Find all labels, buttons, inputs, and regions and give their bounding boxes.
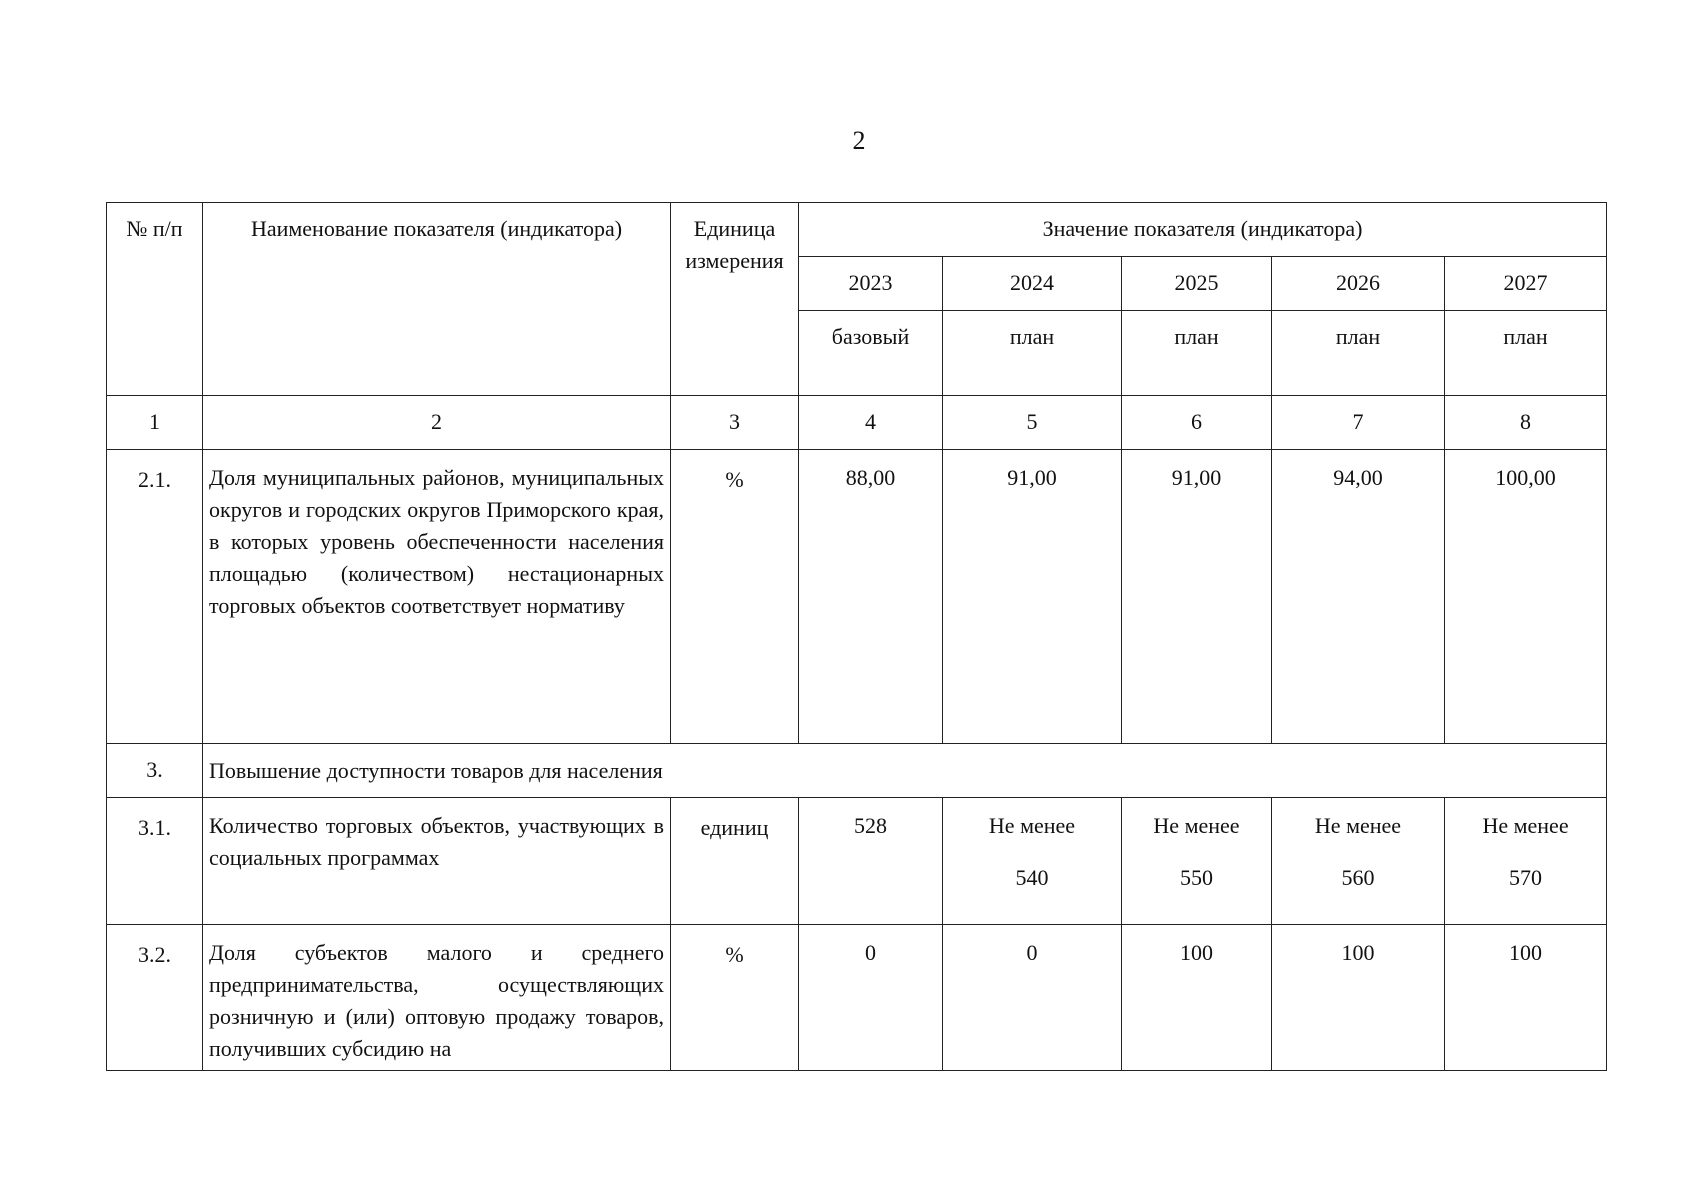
header-year: 2025 [1122, 257, 1272, 311]
header-indicator-value: Значение показателя (индикатора) [799, 203, 1607, 257]
column-number: 3 [671, 396, 799, 450]
table-row [107, 798, 1607, 925]
value-prefix: Не менее [1482, 813, 1569, 838]
page-number: 2 [852, 126, 866, 155]
header-row [107, 203, 1607, 257]
value-cell: 0 [943, 925, 1122, 1071]
value-prefix: Не менее [1153, 813, 1240, 838]
column-number: 6 [1122, 396, 1272, 450]
unit-cell: единиц [671, 798, 799, 925]
value-cell: 91,00 [1122, 450, 1272, 744]
value-cell: 94,00 [1272, 450, 1445, 744]
value-cell [1445, 798, 1607, 925]
value-cell: 0 [799, 925, 943, 1071]
row-number: 3.2. [107, 925, 203, 1071]
column-number: 7 [1272, 396, 1445, 450]
value-cell: 88,00 [799, 450, 943, 744]
header-indicator-name: Наименование показателя (индикатора) [203, 203, 671, 396]
header-number: № п/п [107, 203, 203, 396]
indicator-name: Доля субъектов малого и среднего предпринимательства, осуществляющих розничную и (или) оптовую продажу товаров, получивших субсидию на [203, 925, 671, 1071]
value-cell [1272, 798, 1445, 925]
value-number: 560 [1341, 865, 1375, 890]
value-line: 528 [854, 813, 887, 838]
column-number: 2 [203, 396, 671, 450]
header-year-type: план [943, 311, 1122, 396]
section-number: 3. [107, 744, 203, 798]
header-year-type: план [1122, 311, 1272, 396]
value-number: 570 [1509, 865, 1543, 890]
column-number: 8 [1445, 396, 1607, 450]
value-prefix: Не менее [988, 813, 1076, 838]
section-row [107, 744, 1607, 798]
value-prefix: Не менее [1314, 813, 1402, 838]
header-year: 2024 [943, 257, 1122, 311]
header-year: 2027 [1445, 257, 1607, 311]
header-year: 2023 [799, 257, 943, 311]
section-title: Повышение доступности товаров для населения [203, 744, 1607, 798]
value-cell [943, 798, 1122, 925]
unit-cell: % [671, 925, 799, 1071]
value-cell: 91,00 [943, 450, 1122, 744]
header-year-type: базовый [799, 311, 943, 396]
value-cell [799, 798, 943, 925]
value-cell: 100 [1445, 925, 1607, 1071]
table-row [107, 925, 1607, 1071]
indicators-table [106, 202, 1607, 1071]
value-number: 550 [1180, 865, 1213, 890]
row-number: 2.1. [107, 450, 203, 744]
unit-cell: % [671, 450, 799, 744]
header-year-type: план [1445, 311, 1607, 396]
header-year: 2026 [1272, 257, 1445, 311]
table-row [107, 450, 1607, 744]
value-cell: 100 [1272, 925, 1445, 1071]
column-number: 5 [943, 396, 1122, 450]
value-cell [1122, 798, 1272, 925]
value-cell: 100 [1122, 925, 1272, 1071]
indicator-name: Доля муниципальных районов, муниципальных округов и городских округов Приморского края, в которых уровень обеспеченности населения площадью (количеством) нестационарных торговых объектов соответствует нормативу [203, 450, 671, 744]
column-number: 1 [107, 396, 203, 450]
header-unit: Единица измерения [671, 203, 799, 396]
column-numbers-row [107, 396, 1607, 450]
value-number: 540 [1015, 865, 1049, 890]
row-number: 3.1. [107, 798, 203, 925]
column-number: 4 [799, 396, 943, 450]
value-cell: 100,00 [1445, 450, 1607, 744]
indicator-name: Количество торговых объектов, участвующих в социальных программах [203, 798, 671, 925]
header-year-type: план [1272, 311, 1445, 396]
